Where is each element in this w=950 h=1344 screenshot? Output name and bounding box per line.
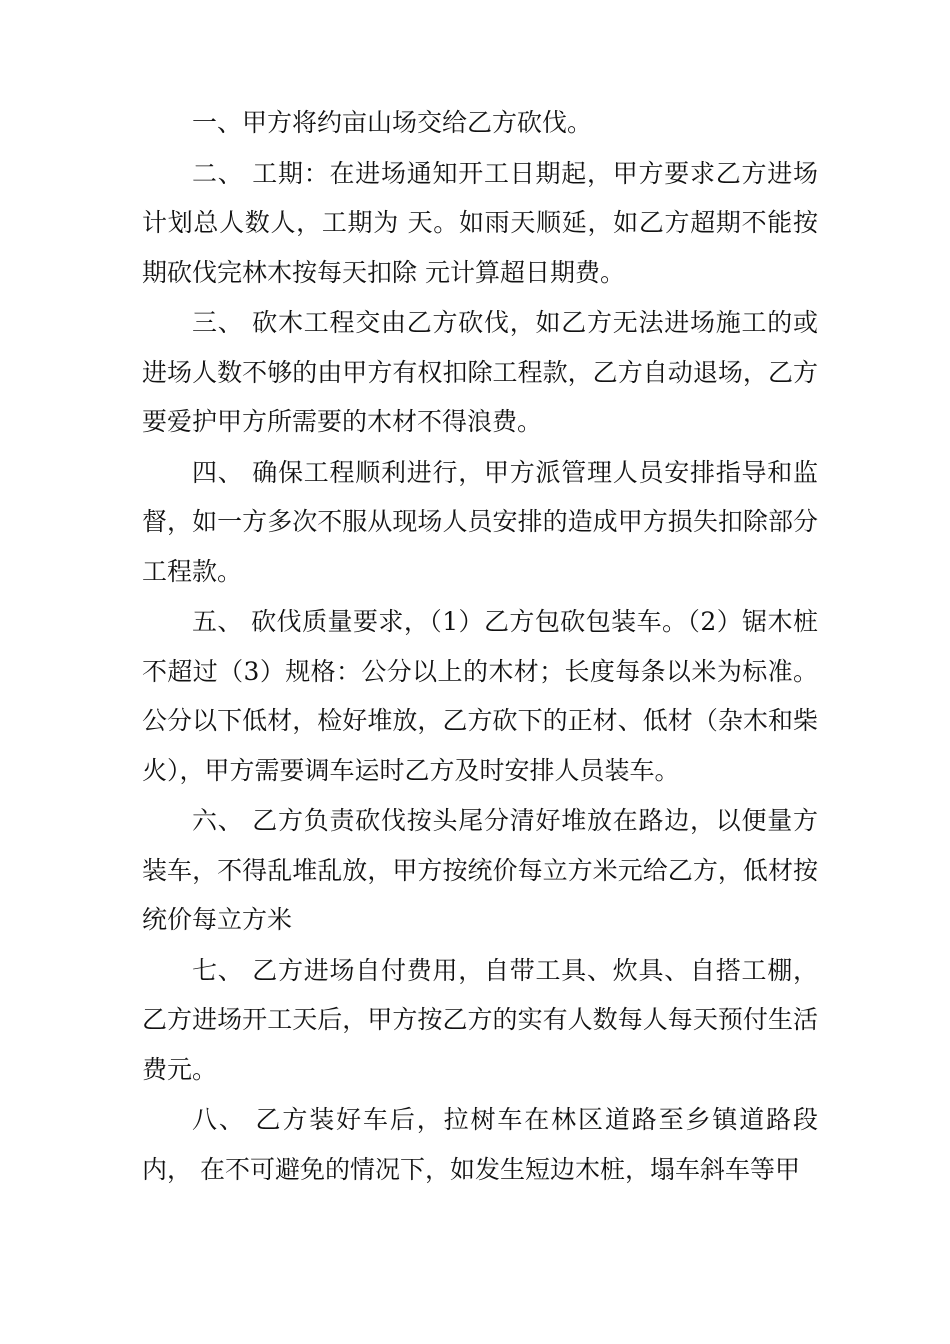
clause-5: 五、 砍伐质量要求，（1）乙方包砍包装车。（2）锯木桩不超过（3）规格：公分以上的木材；长度每条以米为标准。公分以下低材，检好堆放，乙方砍下的正材、低材（杂木和柴火），甲方需要调车运时乙方及时安排人员装车。 bbox=[142, 607, 818, 785]
clause-1: 一、甲方将约亩山场交给乙方砍伐。 bbox=[192, 108, 593, 137]
clause-6: 六、 乙方负责砍伐按头尾分清好堆放在路边，以便量方装车，不得乱堆乱放，甲方按统价每立方米元给乙方，低材按统价每立方米 bbox=[142, 806, 818, 934]
clause-4: 四、 确保工程顺利进行，甲方派管理人员安排指导和监督，如一方多次不服从现场人员安排的造成甲方损失扣除部分工程款。 bbox=[142, 457, 818, 586]
clause-8: 八、 乙方装好车后，拉树车在林区道路至乡镇道路段内， 在不可避免的情况下，如发生短边木桩，塌车斜车等甲 bbox=[142, 1105, 818, 1184]
clause-3: 三、 砍木工程交由乙方砍伐，如乙方无法进场施工的或进场人数不够的由甲方有权扣除工程款，乙方自动退场，乙方要爱护甲方所需要的木材不得浪费。 bbox=[142, 308, 818, 436]
document-body bbox=[142, 98, 818, 1195]
clause-7: 七、 乙方进场自付费用，自带工具、炊具、自搭工棚，乙方进场开工天后，甲方按乙方的实有人数每人每天预付生活费元。 bbox=[142, 955, 818, 1084]
clause-2: 二、 工期：在进场通知开工日期起，甲方要求乙方进场计划总人数人，工期为 天。如雨天顺延，如乙方超期不能按期砍伐完林木按每天扣除 元计算超日期费。 bbox=[142, 158, 818, 287]
